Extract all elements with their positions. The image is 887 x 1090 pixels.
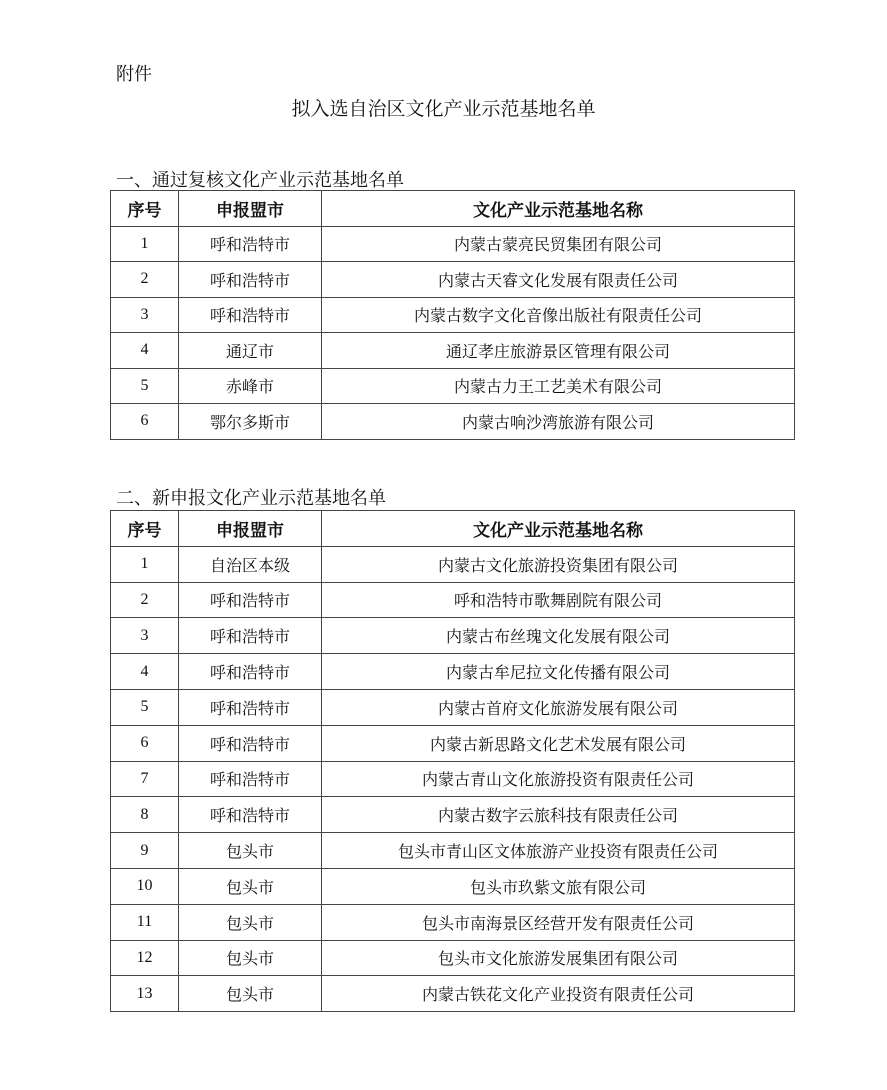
cell-name: 内蒙古数字文化音像出版社有限责任公司 (322, 297, 795, 333)
column-header-name: 文化产业示范基地名称 (322, 191, 795, 227)
column-header-name: 文化产业示范基地名称 (322, 511, 795, 547)
table-row (111, 868, 795, 904)
cell-name: 包头市南海景区经营开发有限责任公司 (322, 904, 795, 940)
table-row (111, 940, 795, 976)
table-row (111, 797, 795, 833)
cell-no: 5 (111, 689, 179, 725)
column-header-no: 序号 (111, 511, 179, 547)
cell-name: 内蒙古首府文化旅游发展有限公司 (322, 689, 795, 725)
table-header-row (111, 191, 795, 227)
cell-no: 3 (111, 618, 179, 654)
column-header-no: 序号 (111, 191, 179, 227)
cell-city: 呼和浩特市 (179, 262, 322, 298)
section2-table (110, 510, 795, 1012)
cell-name: 呼和浩特市歌舞剧院有限公司 (322, 582, 795, 618)
cell-no: 2 (111, 262, 179, 298)
cell-city: 包头市 (179, 868, 322, 904)
table-row (111, 833, 795, 869)
cell-no: 1 (111, 226, 179, 262)
table-row (111, 725, 795, 761)
cell-no: 4 (111, 333, 179, 369)
section2-table-body (111, 546, 795, 1011)
cell-no: 11 (111, 904, 179, 940)
table-row (111, 976, 795, 1012)
cell-city: 呼和浩特市 (179, 618, 322, 654)
cell-city: 呼和浩特市 (179, 582, 322, 618)
table-row (111, 689, 795, 725)
cell-city: 呼和浩特市 (179, 797, 322, 833)
cell-name: 内蒙古天睿文化发展有限责任公司 (322, 262, 795, 298)
cell-city: 包头市 (179, 833, 322, 869)
section1-heading: 一、通过复核文化产业示范基地名单 (116, 170, 404, 191)
cell-city: 鄂尔多斯市 (179, 404, 322, 440)
table-row (111, 582, 795, 618)
cell-city: 自治区本级 (179, 546, 322, 582)
cell-name: 包头市文化旅游发展集团有限公司 (322, 940, 795, 976)
table-row (111, 546, 795, 582)
table-row (111, 262, 795, 298)
cell-no: 9 (111, 833, 179, 869)
table-row (111, 368, 795, 404)
cell-name: 内蒙古青山文化旅游投资有限责任公司 (322, 761, 795, 797)
table-row (111, 761, 795, 797)
cell-city: 呼和浩特市 (179, 689, 322, 725)
cell-no: 2 (111, 582, 179, 618)
cell-name: 内蒙古文化旅游投资集团有限公司 (322, 546, 795, 582)
table-row (111, 297, 795, 333)
section2-heading: 二、新申报文化产业示范基地名单 (116, 488, 386, 509)
table-row (111, 226, 795, 262)
cell-no: 13 (111, 976, 179, 1012)
cell-name: 通辽孝庄旅游景区管理有限公司 (322, 333, 795, 369)
cell-no: 4 (111, 654, 179, 690)
cell-city: 呼和浩特市 (179, 761, 322, 797)
cell-name: 内蒙古新思路文化艺术发展有限公司 (322, 725, 795, 761)
cell-name: 内蒙古牟尼拉文化传播有限公司 (322, 654, 795, 690)
section1-table-body (111, 226, 795, 439)
column-header-city: 申报盟市 (179, 511, 322, 547)
cell-no: 8 (111, 797, 179, 833)
cell-no: 12 (111, 940, 179, 976)
document-title: 拟入选自治区文化产业示范基地名单 (291, 98, 596, 120)
attachment-label: 附件 (116, 64, 152, 85)
cell-city: 呼和浩特市 (179, 725, 322, 761)
cell-no: 10 (111, 868, 179, 904)
cell-name: 包头市青山区文体旅游产业投资有限责任公司 (322, 833, 795, 869)
cell-no: 6 (111, 404, 179, 440)
cell-name: 内蒙古布丝瑰文化发展有限公司 (322, 618, 795, 654)
table-row (111, 333, 795, 369)
cell-name: 内蒙古蒙亮民贸集团有限公司 (322, 226, 795, 262)
cell-name: 包头市玖紫文旅有限公司 (322, 868, 795, 904)
table-header-row (111, 511, 795, 547)
cell-city: 包头市 (179, 976, 322, 1012)
cell-city: 呼和浩特市 (179, 297, 322, 333)
cell-name: 内蒙古铁花文化产业投资有限责任公司 (322, 976, 795, 1012)
cell-city: 呼和浩特市 (179, 654, 322, 690)
cell-name: 内蒙古力王工艺美术有限公司 (322, 368, 795, 404)
cell-city: 赤峰市 (179, 368, 322, 404)
cell-city: 包头市 (179, 940, 322, 976)
cell-no: 1 (111, 546, 179, 582)
cell-no: 6 (111, 725, 179, 761)
cell-no: 3 (111, 297, 179, 333)
cell-city: 通辽市 (179, 333, 322, 369)
cell-name: 内蒙古数字云旅科技有限责任公司 (322, 797, 795, 833)
table-row (111, 654, 795, 690)
table-row (111, 404, 795, 440)
cell-no: 7 (111, 761, 179, 797)
cell-name: 内蒙古响沙湾旅游有限公司 (322, 404, 795, 440)
column-header-city: 申报盟市 (179, 191, 322, 227)
cell-no: 5 (111, 368, 179, 404)
table-row (111, 904, 795, 940)
section1-table (110, 190, 795, 440)
table-row (111, 618, 795, 654)
cell-city: 包头市 (179, 904, 322, 940)
cell-city: 呼和浩特市 (179, 226, 322, 262)
